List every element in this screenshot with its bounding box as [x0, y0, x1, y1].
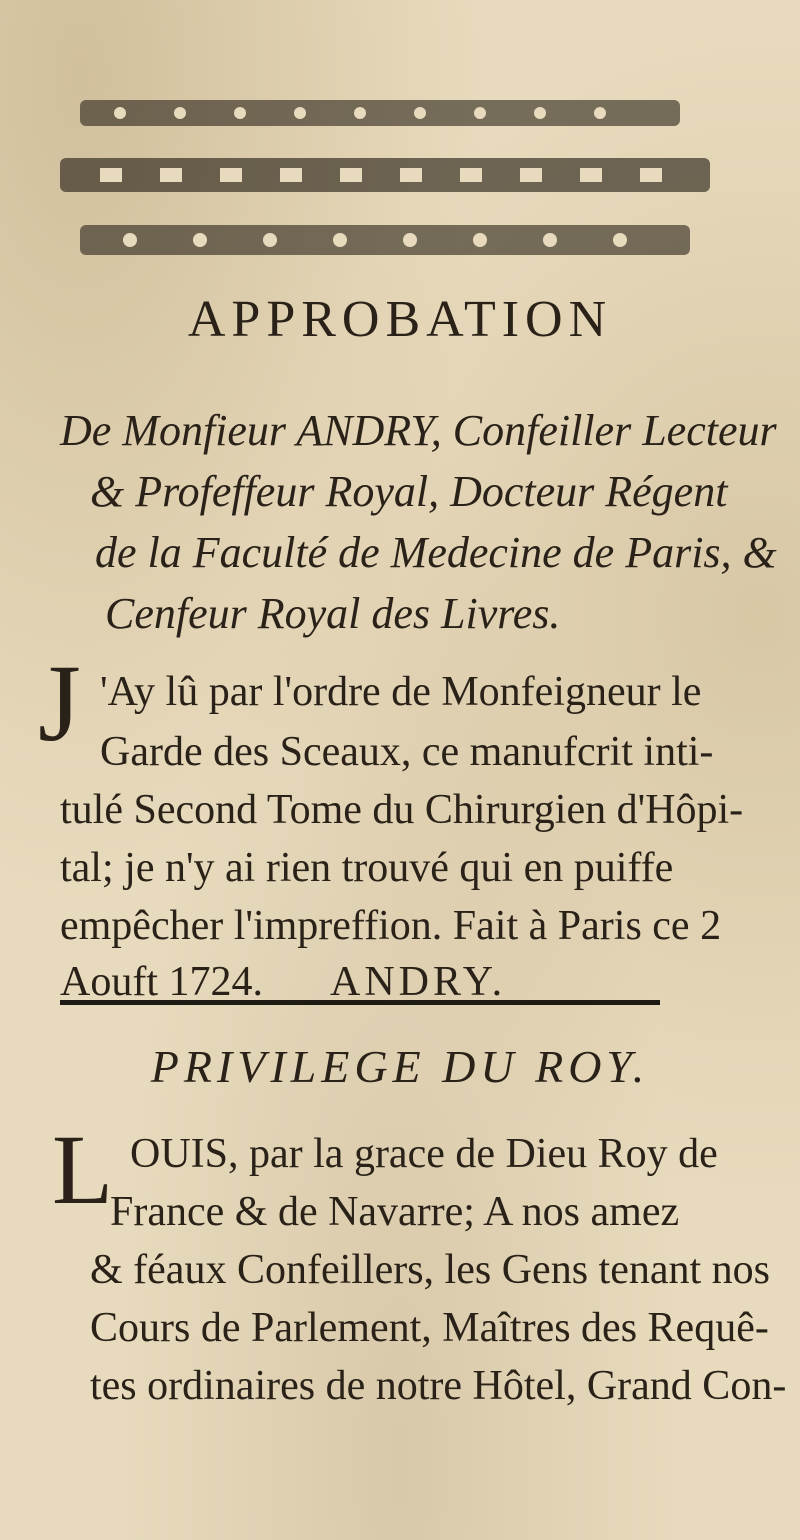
- drop-cap-l: L: [52, 1114, 114, 1225]
- privilege-body-line-2: France & de Navarre; A nos amez: [110, 1189, 680, 1235]
- approbation-body-line-3: tulé Second Tome du Chirurgien d'Hôpi-: [60, 787, 744, 833]
- privilege-heading: PRIVILEGE DU ROY.: [150, 1041, 650, 1092]
- privilege-body-line-5: tes ordinaires de notre Hôtel, Grand Con-: [90, 1363, 787, 1409]
- approbation-body-line-1: 'Ay lû par l'ordre de Monfeigneur le: [100, 669, 702, 715]
- privilege-body-line-4: Cours de Parlement, Maîtres des Requê-: [90, 1305, 769, 1351]
- approbation-line-3: de la Faculté de Medecine de Paris, &: [95, 528, 777, 577]
- approbation-body-line-4: tal; je n'y ai rien trouvé qui en puiffe: [60, 845, 674, 891]
- approbation-body-line-2: Garde des Sceaux, ce manufcrit inti-: [100, 729, 714, 775]
- ornamental-headpiece: [60, 80, 710, 280]
- drop-cap-j: J: [38, 642, 81, 764]
- approbation-line-2: & Profeffeur Royal, Docteur Régent: [90, 467, 728, 516]
- privilege-body-line-3: & féaux Confeillers, les Gens tenant nos: [90, 1247, 770, 1293]
- approbation-line-4: Cenfeur Royal des Livres.: [105, 589, 561, 638]
- privilege-body-line-1: OUIS, par la grace de Dieu Roy de: [130, 1131, 718, 1177]
- approbation-body-line-5: empêcher l'impreffion. Fait à Paris ce 2: [60, 903, 722, 949]
- approbation-signature: ANDRY.: [330, 959, 507, 1005]
- approbation-heading: APPROBATION: [187, 291, 613, 348]
- approbation-line-1: De Monfieur ANDRY, Confeiller Lecteur: [60, 406, 777, 455]
- approbation-body-line-6: Aouft 1724.: [60, 959, 263, 1005]
